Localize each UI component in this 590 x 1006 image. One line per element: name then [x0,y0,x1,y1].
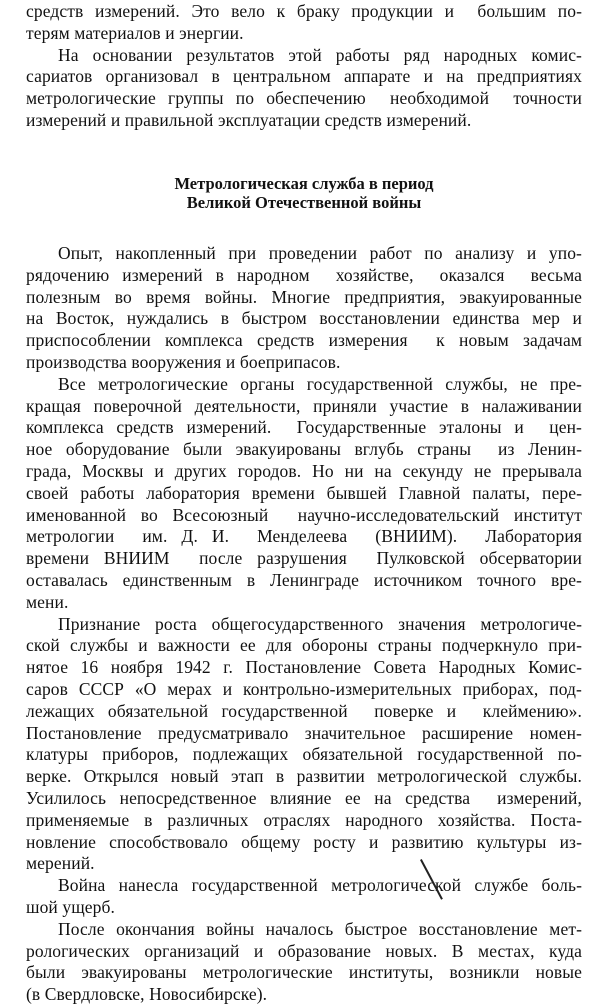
text-line: именованной во Всесоюзный научно-исследовательский институт [26,504,582,525]
text-line: ное оборудование были эвакуированы вглубь страны из Ленин- [26,439,582,460]
text-line: времени ВНИИМ после разрушения Пулковской обсерватории [26,548,582,569]
section-heading [26,174,582,212]
text-line: мени. [26,591,69,612]
text-line: нятое 16 ноября 1942 г. Постановление Совета Народных Комис- [26,657,582,678]
main-text-block [26,243,582,1006]
text-line: полезным во время войны. Многие предприятия, эвакуированные [26,286,582,307]
paragraph [26,1,582,45]
text-line: шой ущерб. [26,896,115,917]
text-line: на Восток, нуждались в быстром восстановлении единства мер и [26,308,582,329]
text-line: терям материалов и энергии. [26,22,244,43]
text-line: кращая поверочной деятельности, приняли участие в налаживании [26,395,582,416]
paragraph [26,45,582,132]
paragraph [26,875,582,919]
text-line: рядочению измерений в народном хозяйстве, оказался весьма [26,264,582,285]
text-line: мерений. [26,853,95,874]
text-line: своей работы лаборатория времени бывшей Главной палаты, пере- [26,482,582,503]
text-line: сариатов организовал в центральном аппарате и на предприятиях [26,66,582,87]
text-line: Опыт, накопленный при проведении работ по анализу и упо- [58,243,582,263]
text-line: Все метрологические органы государственной службы, не пре- [58,373,582,394]
text-line: метрологические группы по обеспечению необходимой точности [26,88,582,109]
text-line: оставалась единственным в Ленинграде источником точного вре- [26,569,582,590]
text-line: приспособлении комплекса средств измерения к новым задачам [26,330,582,351]
text-line: На основании результатов этой работы ряд народных комис- [58,44,582,65]
text-line: После окончания войны началось быстрое восстановление мет- [58,918,582,939]
paragraph [26,243,582,374]
text-line: применяемые в различных отраслях народного хозяйства. Поста- [26,809,582,830]
text-line: града, Москвы и других городов. Но ни на секунду не прерывала [26,460,582,481]
text-line: лежащих обязательной государственной поверке и клеймению». [26,700,582,721]
text-line: Признание роста общегосударственного значения метрологиче- [58,613,582,634]
text-line: Война нанесла государственной метрологической службе боль- [58,875,582,896]
text-line: метрологии им. Д. И. Менделеева (ВНИИМ). Лаборатория [26,526,582,547]
text-line: измерений и правильной эксплуатации средств измерений. [26,109,472,130]
text-line: средств измерений. Это вело к браку продукции и большим по- [26,1,582,21]
text-line: рологических организаций и образование новых. В местах, куда [26,940,582,961]
paragraph [26,374,582,614]
text-line: комплекса средств измерений. Государственные эталоны и цен- [26,417,582,438]
paragraph [26,919,582,1006]
paragraph [26,614,582,876]
heading-line: Великой Отечественной войны [186,193,422,212]
text-line: верке. Открылся новый этап в развитии метрологической службы. [26,766,582,787]
text-line: Постановление предусматривало значительное расширение номен- [26,722,582,743]
text-line: ской службы и важности ее для обороны страны подчеркнуло при- [26,635,582,656]
text-line: (в Свердловске, Новосибирске). [26,984,268,1005]
text-line: клатуры приборов, подлежащих обязательной государственной по- [26,744,582,765]
text-line: новление способствовало общему росту и развитию культуры из- [26,831,582,852]
text-line: производства вооружения и боеприпасов. [26,351,341,372]
text-line: Усилилось непосредственное влияние ее на средства измерений, [26,787,582,808]
text-line: были эвакуированы метрологические институты, возникли новые [26,962,582,983]
text-line: саров СССР «О мерах и контрольно-измерительных приборах, под- [26,678,582,699]
heading-line: Метрологическая служба в период [174,174,434,193]
top-text-block [26,1,582,132]
